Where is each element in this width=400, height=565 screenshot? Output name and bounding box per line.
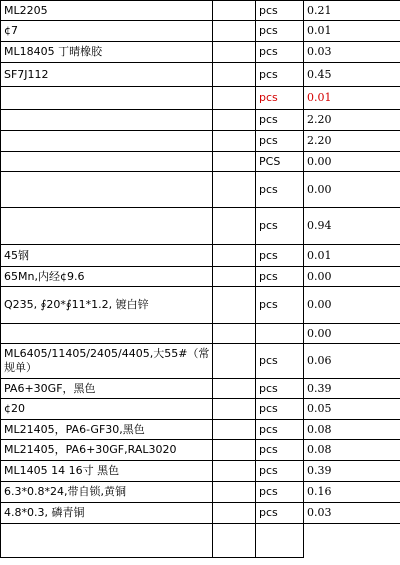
blank-cell[interactable] [213,379,256,399]
blank-cell[interactable] [213,399,256,420]
table-row [1,324,400,344]
item-cell[interactable] [1,324,213,344]
price-cell[interactable]: 0.21 [304,1,400,21]
unit-cell[interactable]: pcs [256,21,304,42]
unit-cell[interactable]: pcs [256,267,304,287]
unit-cell[interactable]: pcs [256,208,304,245]
unit-cell[interactable] [256,324,304,344]
table-row [1,420,400,440]
table-body [1,1,400,558]
blank-cell[interactable] [213,131,256,152]
price-cell[interactable]: 0.16 [304,482,400,503]
table-row [1,42,400,63]
price-cell-highlighted[interactable]: 0.01 [304,87,400,110]
price-cell[interactable]: 0.00 [304,267,400,287]
price-cell[interactable]: 0.08 [304,440,400,461]
unit-cell[interactable]: pcs [256,131,304,152]
item-cell[interactable]: ML1405 14 16寸 黑色 [1,461,213,482]
table-row [1,524,400,558]
table-row [1,63,400,87]
table-row [1,172,400,208]
item-cell[interactable] [1,208,213,245]
price-cell[interactable]: 0.45 [304,63,400,87]
table-row [1,21,400,42]
unit-cell[interactable]: pcs [256,42,304,63]
item-cell[interactable]: ML21405，PA6+30GF,RAL3020 [1,440,213,461]
table-row [1,208,400,245]
unit-cell[interactable]: pcs [256,440,304,461]
item-cell[interactable]: ML21405，PA6-GF30,黑色 [1,420,213,440]
blank-cell[interactable] [213,344,256,379]
item-cell[interactable]: ML6405/11405/2405/4405,大55#（常规单） [1,344,213,379]
price-cell[interactable]: 0.00 [304,172,400,208]
unit-cell[interactable]: pcs [256,245,304,267]
table-row [1,152,400,172]
blank-cell[interactable] [213,440,256,461]
price-cell[interactable]: 2.20 [304,131,400,152]
unit-cell[interactable]: pcs [256,399,304,420]
blank-cell[interactable] [213,482,256,503]
item-cell[interactable]: PA6+30GF，黑色 [1,379,213,399]
table-row [1,344,400,379]
blank-cell[interactable] [213,172,256,208]
table-row [1,245,400,267]
blank-cell[interactable] [213,245,256,267]
blank-cell[interactable] [213,21,256,42]
item-cell[interactable] [1,152,213,172]
blank-cell[interactable] [213,503,256,524]
blank-cell[interactable] [213,208,256,245]
table-row [1,110,400,131]
unit-cell[interactable]: pcs [256,420,304,440]
unit-cell[interactable]: pcs [256,1,304,21]
price-cell[interactable]: 0.39 [304,379,400,399]
unit-cell-highlighted[interactable]: pcs [256,87,304,110]
table-row [1,461,400,482]
item-cell[interactable]: 4.8*0.3, 磷青铜 [1,503,213,524]
table-row [1,482,400,503]
price-cell[interactable]: 0.94 [304,208,400,245]
price-cell[interactable]: 0.01 [304,21,400,42]
item-cell[interactable]: ML18405 丁晴橡胶 [1,42,213,63]
price-cell[interactable]: 0.03 [304,42,400,63]
unit-cell[interactable]: pcs [256,482,304,503]
table-row [1,131,400,152]
price-cell[interactable] [304,524,400,558]
table-row [1,87,400,110]
item-cell[interactable]: ¢7 [1,21,213,42]
price-cell[interactable]: 0.08 [304,420,400,440]
blank-cell[interactable] [213,524,256,558]
unit-cell[interactable]: pcs [256,287,304,324]
unit-cell[interactable]: pcs [256,503,304,524]
price-cell[interactable]: 0.06 [304,344,400,379]
unit-cell[interactable]: PCS [256,152,304,172]
price-cell[interactable]: 0.39 [304,461,400,482]
blank-cell[interactable] [213,63,256,87]
item-cell[interactable]: ¢20 [1,399,213,420]
item-cell[interactable] [1,524,213,558]
unit-cell[interactable]: pcs [256,63,304,87]
price-cell[interactable]: 0.00 [304,287,400,324]
price-cell[interactable]: 0.01 [304,245,400,267]
table-row [1,503,400,524]
blank-cell[interactable] [213,267,256,287]
item-cell[interactable]: 45钢 [1,245,213,267]
blank-cell[interactable] [213,152,256,172]
table-row [1,399,400,420]
blank-cell[interactable] [213,324,256,344]
unit-cell[interactable]: pcs [256,110,304,131]
unit-cell[interactable]: pcs [256,344,304,379]
blank-cell[interactable] [213,87,256,110]
blank-cell[interactable] [213,287,256,324]
item-cell[interactable] [1,172,213,208]
price-cell[interactable]: 0.00 [304,152,400,172]
blank-cell[interactable] [213,42,256,63]
table-row [1,440,400,461]
item-cell[interactable] [1,131,213,152]
price-cell[interactable]: 2.20 [304,110,400,131]
table-row [1,1,400,21]
table-row [1,267,400,287]
blank-cell[interactable] [213,461,256,482]
item-cell[interactable]: Q235, ∮20*∮11*1.2, 镀白锌 [1,287,213,324]
item-cell[interactable] [1,110,213,131]
table-row [1,379,400,399]
unit-cell[interactable]: pcs [256,461,304,482]
unit-cell[interactable]: pcs [256,379,304,399]
item-cell[interactable]: 6.3*0.8*24,带自锁,黄铜 [1,482,213,503]
unit-cell[interactable]: pcs [256,172,304,208]
item-cell[interactable]: 65Mn,内经¢9.6 [1,267,213,287]
item-cell[interactable]: ML2205 [1,1,213,21]
price-cell[interactable]: 0.03 [304,503,400,524]
item-cell[interactable] [1,87,213,110]
blank-cell[interactable] [213,110,256,131]
blank-cell[interactable] [213,1,256,21]
table-row [1,287,400,324]
blank-cell[interactable] [213,420,256,440]
item-cell[interactable]: SF7J112 [1,63,213,87]
unit-cell[interactable] [256,524,304,558]
price-cell[interactable]: 0.05 [304,399,400,420]
price-cell[interactable]: 0.00 [304,324,400,344]
